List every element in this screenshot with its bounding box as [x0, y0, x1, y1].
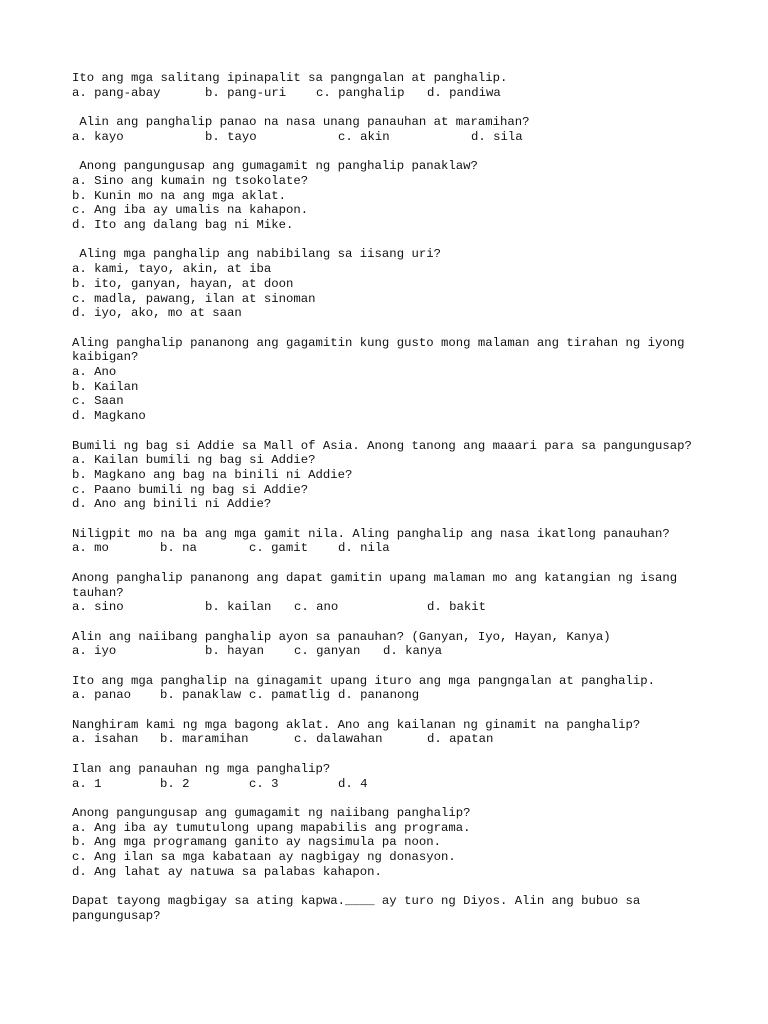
question-7: [72, 527, 728, 556]
question-stem: Anong pangungusap ang gumagamit ng panghalip panaklaw?: [72, 159, 478, 174]
question-1: [72, 71, 728, 100]
question-13: [72, 806, 728, 880]
option-a: a. Ano: [72, 365, 117, 379]
option-a: a. isahan: [72, 732, 139, 747]
question-stem: Ito ang mga panghalip na ginagamit upang ituro ang mga pangngalan at panghalip.: [72, 673, 655, 688]
question-stem: Anong pangungusap ang gumagamit ng naiibang panghalip?: [72, 805, 471, 820]
option-a: a. sino: [72, 600, 124, 615]
option-a: a. panao: [72, 688, 132, 703]
option-b: b. na: [160, 541, 197, 556]
question-stem: Dapat tayong magbigay sa ating kapwa.____ ay turo ng Diyos. Alin ang bubuo sa pangungusap?: [72, 894, 648, 923]
question-2: [72, 115, 728, 144]
question-stem: Alin ang naiibang panghalip ayon sa panauhan? (Ganyan, Iyo, Hayan, Kanya): [72, 629, 611, 644]
option-d: d. apatan: [427, 732, 494, 747]
question-5: [72, 336, 728, 424]
option-c: c. dalawahan: [294, 732, 383, 747]
option-d: d. Ano ang binili ni Addie?: [72, 497, 272, 512]
options-row: [72, 600, 728, 615]
question-stem: Nanghiram kami ng mga bagong aklat. Ano ang kailanan ng ginamit na panghalip?: [72, 717, 641, 732]
question-4: [72, 247, 728, 321]
option-a: a. pang-abay: [72, 85, 161, 100]
question-stem: Aling mga panghalip ang nabibilang sa iisang uri?: [72, 247, 441, 262]
option-d: d. Ang lahat ay natuwa sa palabas kahapon.: [72, 864, 382, 879]
question-stem: Alin ang panghalip panao na nasa unang panauhan at maramihan?: [72, 115, 530, 130]
options-row: [72, 732, 728, 747]
option-c: c. 3: [249, 776, 279, 791]
option-c: c. Ang iba ay umalis na kahapon.: [72, 203, 309, 218]
option-b: b. Magkano ang bag na binili ni Addie?: [72, 467, 353, 482]
option-b: b. hayan: [205, 644, 265, 659]
option-a: a. Ang iba ay tumutulong upang mapabilis ang programa.: [72, 820, 471, 835]
options-row: [72, 644, 728, 659]
option-b: b. ito, ganyan, hayan, at doon: [72, 276, 294, 291]
option-b: b. Ang mga programang ganito ay nagsimula pa noon.: [72, 835, 441, 850]
question-9: [72, 630, 728, 659]
option-c: c. pamatlig: [249, 688, 331, 703]
options-row: [72, 86, 728, 101]
option-d: d. kanya: [383, 644, 443, 659]
question-8: [72, 571, 728, 615]
option-d: d. bakit: [427, 600, 487, 615]
option-d: d. 4: [338, 776, 368, 791]
option-a: a. Kailan bumili ng bag si Addie?: [72, 453, 316, 468]
question-stem: Anong panghalip pananong ang dapat gamitin upang malaman mo ang katangian ng isang tauhan?: [72, 570, 685, 600]
option-c: c. Ang ilan sa mga kabataan ay nagbigay ng donasyon.: [72, 850, 456, 865]
question-11: [72, 718, 728, 747]
question-stem: Niligpit mo na ba ang mga gamit nila. Aling panghalip ang nasa ikatlong panauhan?: [72, 526, 670, 541]
option-a: a. 1: [72, 776, 102, 791]
question-stem: Aling panghalip pananong ang gagamitin kung gusto mong malaman ang tirahan ng iyong kaibigan?: [72, 335, 692, 365]
option-c: c. akin: [338, 129, 390, 144]
question-6: [72, 439, 728, 513]
option-d: d. sila: [471, 129, 523, 144]
question-stem: Ilan ang panauhan ng mga panghalip?: [72, 761, 331, 776]
option-b: b. 2: [160, 776, 190, 791]
option-d: d. pananong: [338, 688, 420, 703]
question-stem: Bumili ng bag si Addie sa Mall of Asia. Anong tanong ang maaari para sa pangungusap?: [72, 438, 692, 453]
option-d: d. Magkano: [72, 409, 146, 424]
option-b: b. Kailan: [72, 379, 139, 394]
option-c: c. madla, pawang, ilan at sinoman: [72, 291, 316, 306]
option-c: c. panghalip: [316, 85, 405, 100]
options-row: [72, 541, 728, 556]
options-row: [72, 777, 728, 792]
option-c: c. ano: [294, 600, 339, 615]
option-c: c. Paano bumili ng bag si Addie?: [72, 482, 309, 497]
option-b: b. panaklaw: [160, 688, 242, 703]
option-a: a. iyo: [72, 644, 117, 659]
option-b: b. tayo: [205, 129, 257, 144]
option-d: d. iyo, ako, mo at saan: [72, 306, 242, 321]
question-14: [72, 894, 728, 923]
option-d: d. pandiwa: [427, 85, 501, 100]
option-b: b. Kunin mo na ang mga aklat.: [72, 188, 287, 203]
options-row: [72, 130, 728, 145]
option-b: b. pang-uri: [205, 85, 287, 100]
option-d: d. nila: [338, 541, 390, 556]
option-a: a. kayo: [72, 129, 124, 144]
question-10: [72, 674, 728, 703]
option-a: a. Sino ang kumain ng tsokolate?: [72, 173, 309, 188]
option-b: b. kailan: [205, 600, 272, 615]
option-d: d. Ito ang dalang bag ni Mike.: [72, 218, 294, 232]
question-3: [72, 159, 728, 233]
option-a: a. mo: [72, 541, 109, 556]
option-a: a. kami, tayo, akin, at iba: [72, 262, 272, 277]
option-c: c. Saan: [72, 394, 124, 409]
option-c: c. ganyan: [294, 644, 361, 659]
options-row: [72, 688, 728, 703]
option-b: b. maramihan: [160, 732, 249, 747]
option-c: c. gamit: [249, 541, 309, 556]
question-stem: Ito ang mga salitang ipinapalit sa pangngalan at panghalip.: [72, 71, 508, 85]
question-12: [72, 762, 728, 791]
